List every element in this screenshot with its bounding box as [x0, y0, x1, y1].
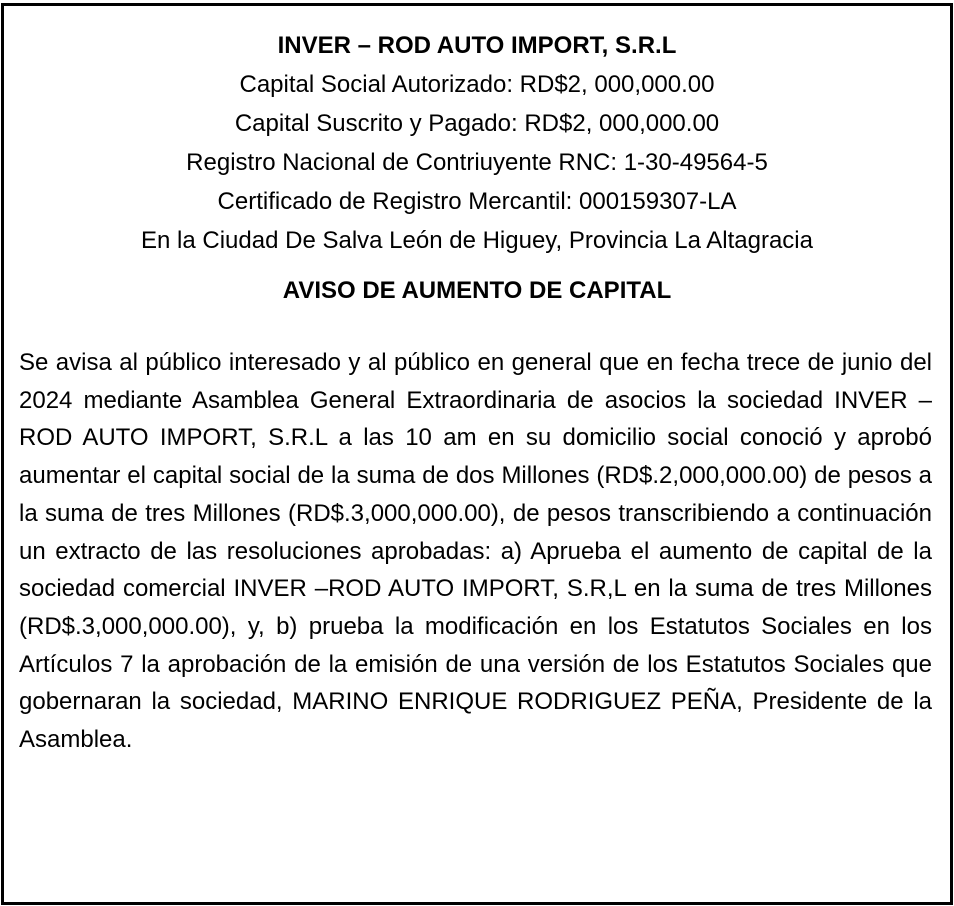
notice-body: Se avisa al público interesado y al público en general que en fecha trece de junio del 2024 mediante Asamblea General Extraordinaria de asocios la sociedad INVER –ROD AUTO IMPORT, S.R.L a las 10 am en su domicilio social conoció y aprobó aumentar el capital social de la suma de dos Millones (RD$.2,000,000.00) de pesos a la suma de tres Millones (RD$.3,000,000.00), de pesos transcribiendo a continuación un extracto de las resoluciones aprobadas: a) Aprueba el aumento de capital de la sociedad comercial INVER –ROD AUTO IMPORT, S.R,L en la suma de tres Millones (RD$.3,000,000.00), y, b) prueba la modificación en los Estatutos Sociales en los Artículos 7 la aprobación de la emisión de una versión de los Estatutos Sociales que gobernaran la sociedad, MARINO ENRIQUE RODRIGUEZ PEÑA, Presidente de la Asamblea.	[19, 349, 932, 754]
capital-authorized: Capital Social Autorizado: RD$2, 000,000.00	[239, 71, 715, 98]
company-location: En la Ciudad De Salva León de Higuey, Provincia La Altagracia	[141, 227, 813, 254]
company-name: INVER – ROD AUTO IMPORT, S.R.L	[277, 32, 677, 59]
notice-title: AVISO DE AUMENTO DE CAPITAL	[282, 277, 672, 304]
mercantile-registry: Certificado de Registro Mercantil: 000159307-LA	[217, 188, 737, 215]
notice-header	[0, 26, 954, 260]
rnc-number: Registro Nacional de Contriuyente RNC: 1-30-49564-5	[186, 149, 768, 176]
capital-subscribed: Capital Suscrito y Pagado: RD$2, 000,000.00	[234, 110, 720, 137]
